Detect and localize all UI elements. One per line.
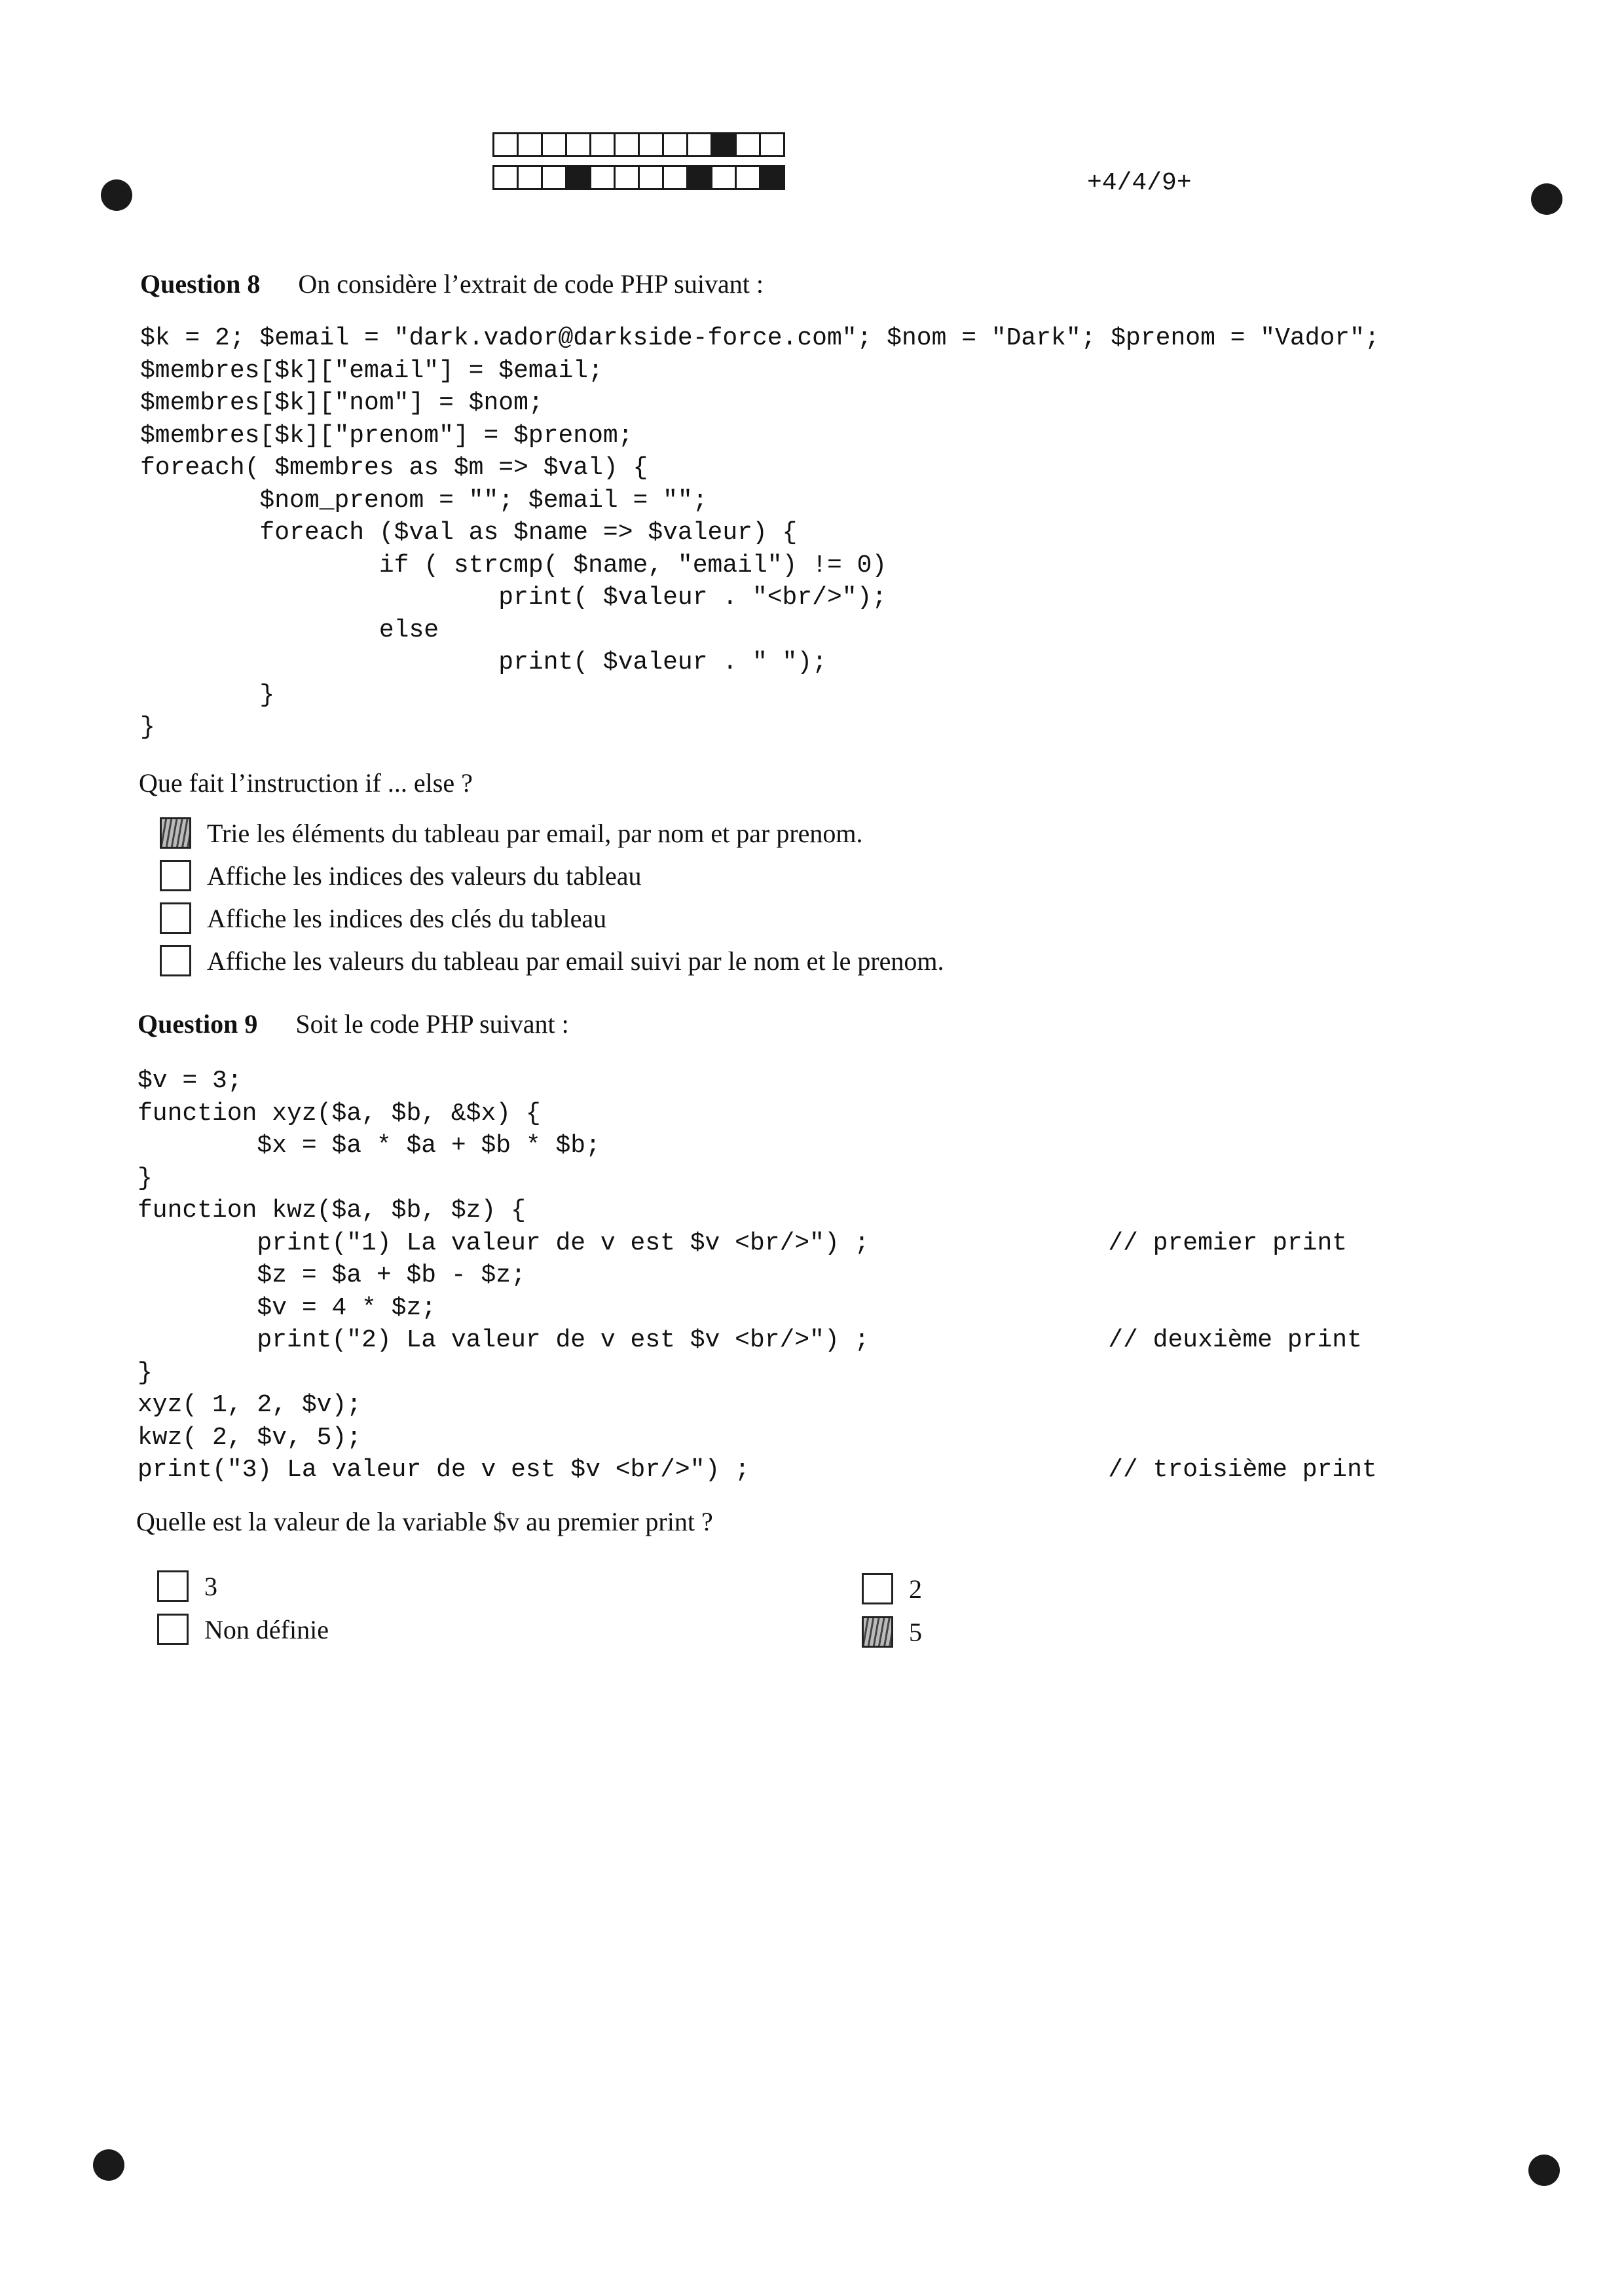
registration-mark-top-left (101, 179, 132, 211)
question-intro: On considère l’extrait de code PHP suivant : (298, 269, 764, 299)
checkbox[interactable] (157, 1614, 189, 1645)
question-8-code: $k = 2; $email = "dark.vador@darkside-force.com"; $nom = "Dark"; $prenom = "Vador"; $membres[$k]["email"] = $email; $membres[$k]["nom"] = $nom; $membres[$k]["prenom"] = $prenom; foreach( $membres as $m => $val) { $nom_prenom = ""; $email = ""; foreach ($val as $name => $valeur) { if ( strcmp( $name, "email") != 0) print( $valeur . "<br/>"); else print( $valeur . " "); } } (140, 324, 1380, 741)
answer-label: Affiche les valeurs du tableau par email suivi par le nom et le prenom. (207, 946, 944, 976)
q8-answer-3[interactable] (160, 902, 606, 934)
barcode-cell (541, 165, 567, 190)
answer-label: Non définie (204, 1614, 329, 1644)
page-id: +4/4/9+ (1087, 169, 1192, 197)
question-intro: Soit le code PHP suivant : (295, 1009, 569, 1039)
checkbox[interactable] (862, 1616, 893, 1648)
q8-answer-1[interactable] (160, 817, 863, 849)
answer-label: Affiche les indices des valeurs du tableau (207, 861, 642, 891)
barcode-cell (638, 165, 664, 190)
q8-answer-4[interactable] (160, 945, 944, 976)
checkbox[interactable] (160, 945, 191, 976)
checkbox[interactable] (157, 1570, 189, 1602)
registration-mark-bottom-right (1528, 2155, 1560, 2186)
question-8-heading (140, 268, 764, 299)
barcode-cell (662, 132, 688, 157)
checkbox[interactable] (862, 1573, 893, 1604)
barcode-cell (614, 165, 640, 190)
barcode-cell (686, 132, 712, 157)
barcode-cell (686, 165, 712, 190)
registration-mark-bottom-left (93, 2149, 124, 2181)
barcode-cell (759, 132, 785, 157)
barcode-cell (492, 165, 519, 190)
question-9-prompt: Quelle est la valeur de la variable $v au premier print ? (136, 1507, 713, 1536)
barcode-cell (541, 132, 567, 157)
question-9-heading (138, 1009, 569, 1039)
checkbox[interactable] (160, 817, 191, 849)
barcode-cell (517, 132, 543, 157)
question-label: Question 8 (140, 269, 261, 299)
q9-answer-2[interactable] (157, 1614, 329, 1645)
q9-answer-1[interactable] (157, 1570, 217, 1602)
barcode-cell (589, 165, 616, 190)
q8-answer-2[interactable] (160, 860, 641, 891)
q9-answer-4[interactable] (862, 1616, 922, 1648)
barcode-cell (662, 165, 688, 190)
question-9-code: $v = 3; function xyz($a, $b, &$x) { $x = $a * $a + $b * $b; } function kwz($a, $b, $z) { print("1) La valeur de v est $v <br/>") ; // premier print $z = $a + $b - $z; $v = 4 * $z; print("2) La valeur de v est $v <br/>") ; // deuxième print } xyz( 1, 2, $v); kwz( 2, $v, 5); print("3) La valeur de v est $v <br/>") ; // troisième print (138, 1067, 1377, 1484)
answer-label: Affiche les indices des clés du tableau (207, 903, 607, 933)
barcode-cell (759, 165, 785, 190)
barcode-cell (710, 165, 737, 190)
barcode-cell (638, 132, 664, 157)
answer-label: 2 (909, 1574, 922, 1604)
barcode-cell (517, 165, 543, 190)
answer-label: 5 (909, 1617, 922, 1647)
barcode-cell (735, 165, 761, 190)
checkbox[interactable] (160, 902, 191, 934)
checkbox[interactable] (160, 860, 191, 891)
barcode-cell (710, 132, 737, 157)
barcode-cell (565, 132, 591, 157)
barcode-cell (589, 132, 616, 157)
question-label: Question 9 (138, 1009, 258, 1039)
barcode-cell (614, 132, 640, 157)
q9-answer-3[interactable] (862, 1573, 922, 1604)
answer-label: Trie les éléments du tableau par email, par nom et par prenom. (207, 818, 863, 848)
barcode-row-2 (492, 165, 783, 190)
registration-mark-top-right (1531, 183, 1562, 215)
answer-label: 3 (204, 1571, 217, 1601)
question-8-prompt: Que fait l’instruction if ... else ? (139, 768, 473, 798)
barcode-row-1 (492, 132, 783, 157)
barcode-cell (492, 132, 519, 157)
barcode-cell (735, 132, 761, 157)
barcode-cell (565, 165, 591, 190)
